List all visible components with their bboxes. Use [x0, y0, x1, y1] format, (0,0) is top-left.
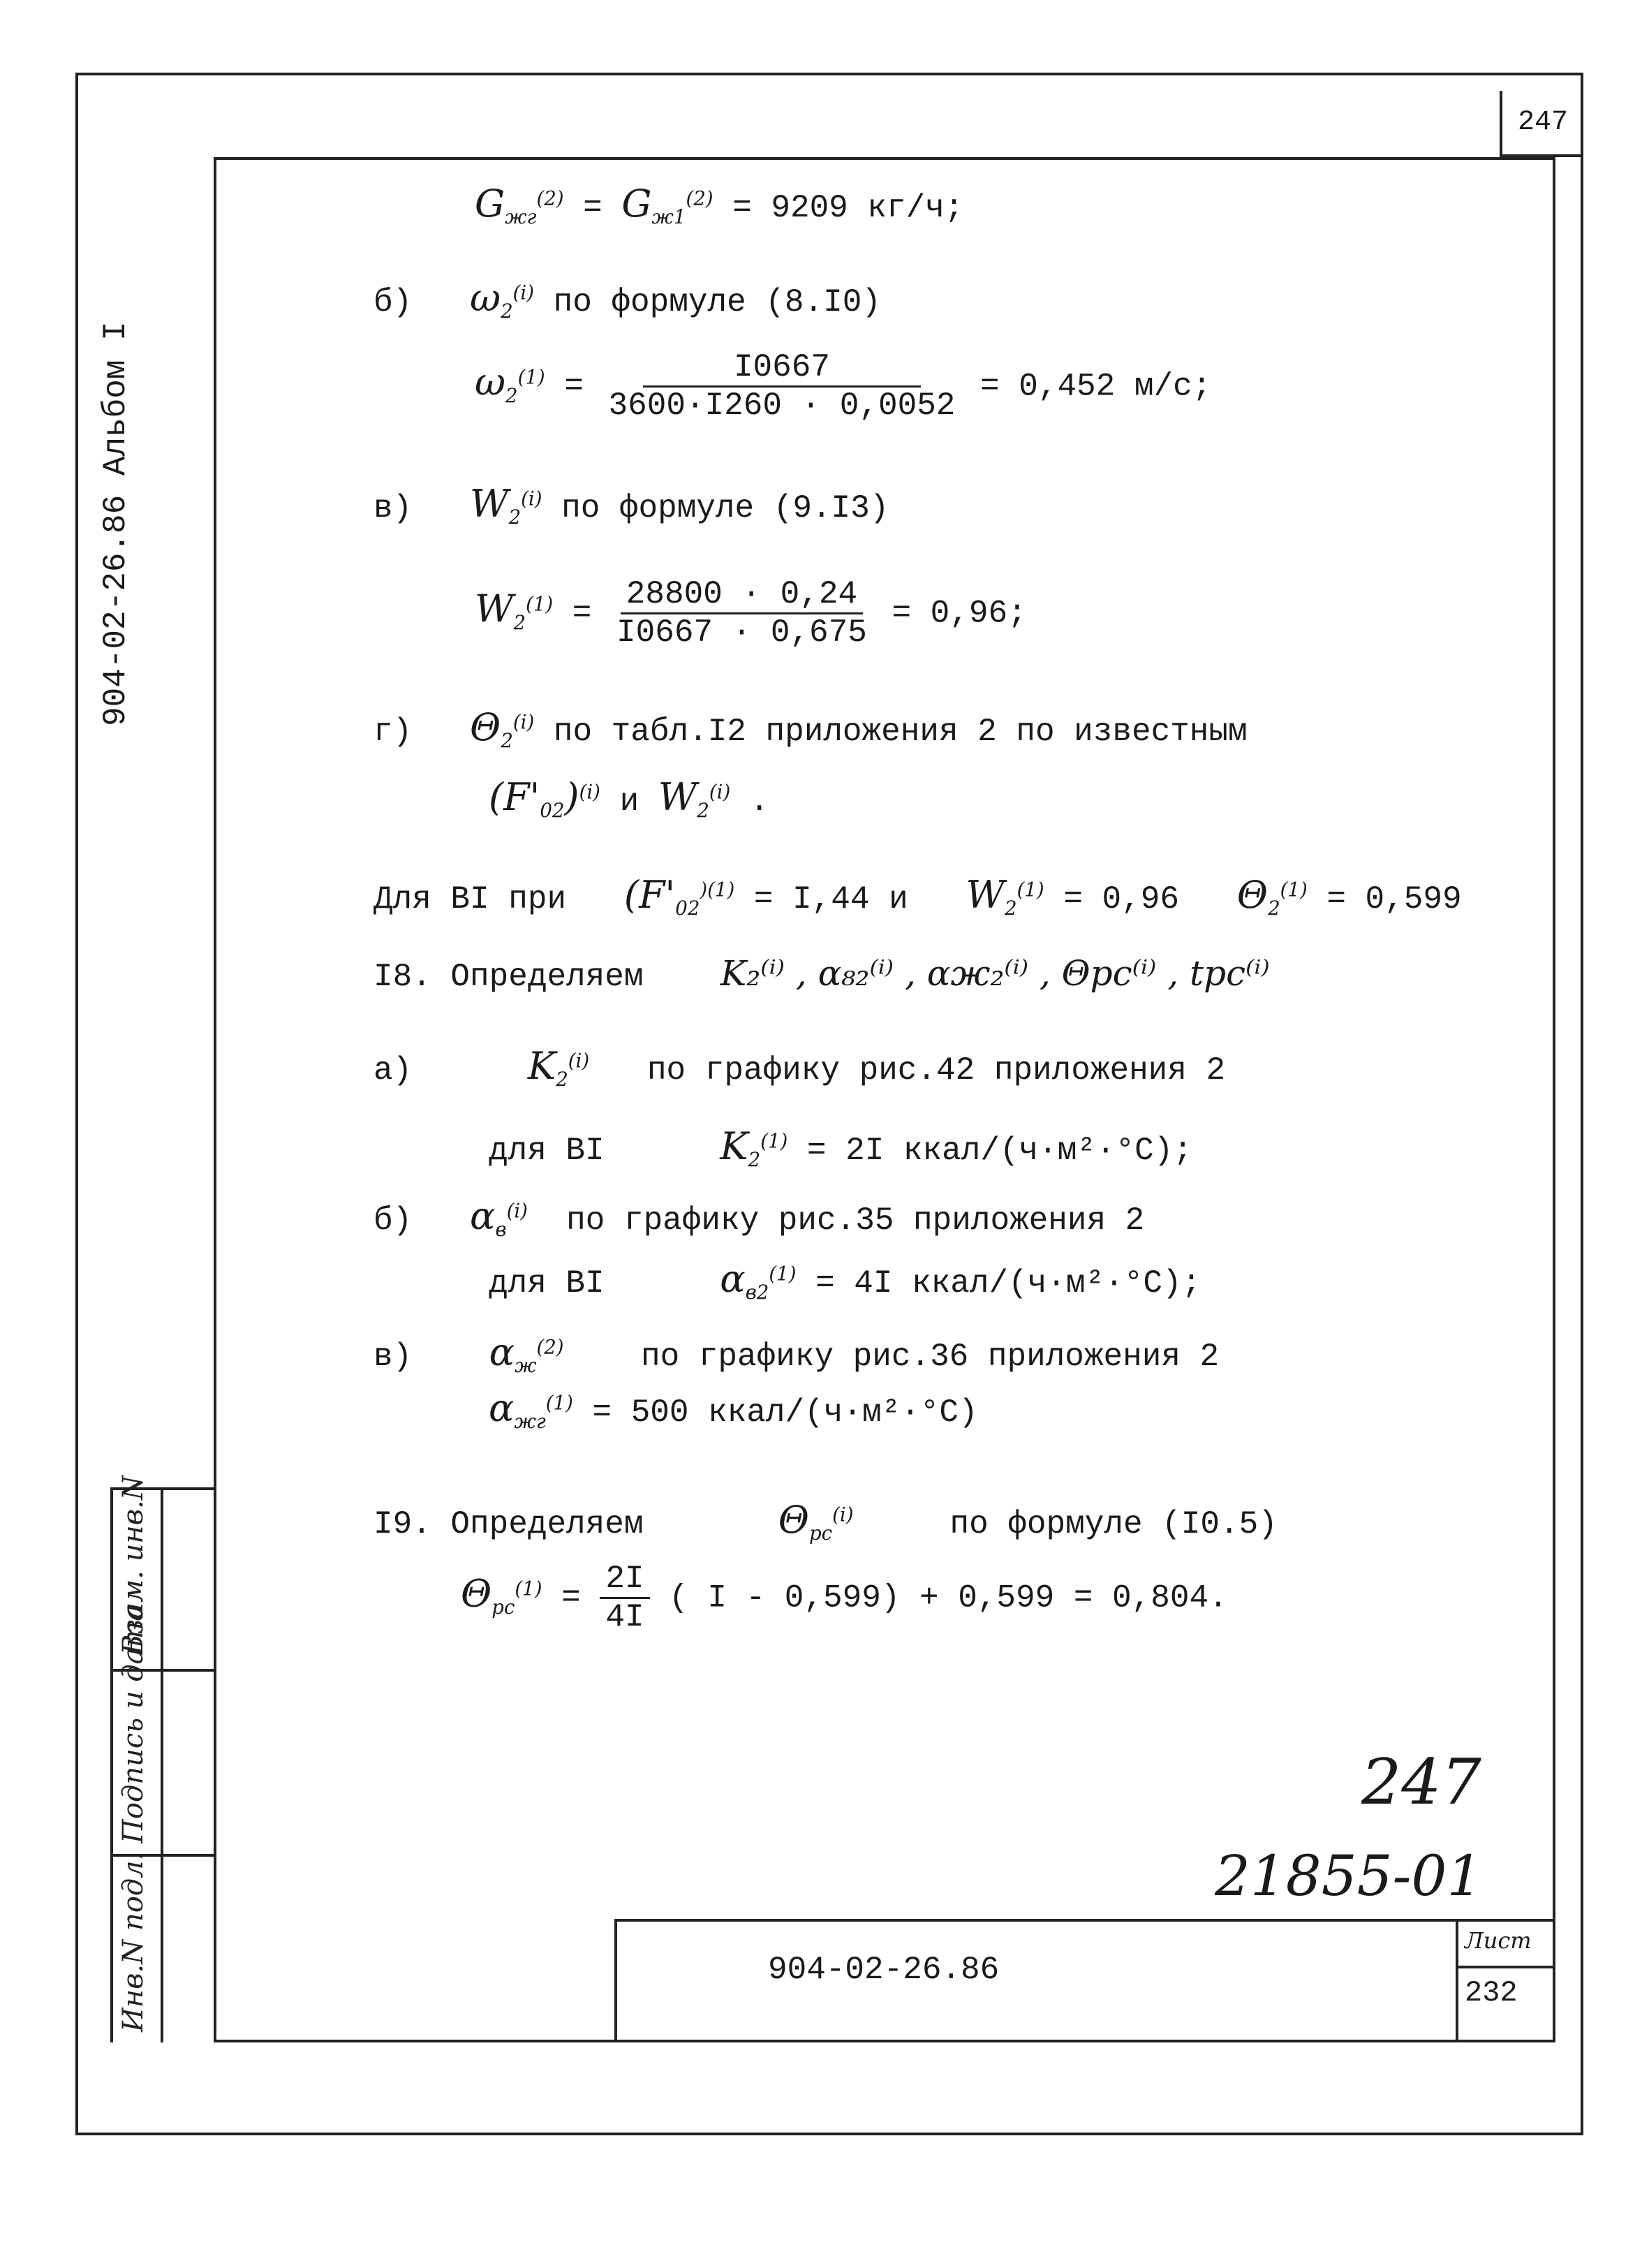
- item-v2-value: $\alpha_{жг}^{(1)} = 500$ ккал/(ч·м²·°C): [489, 1386, 978, 1434]
- section-19: I9. Определяем $\Theta_{pc}^{(i)}$ по формуле (I0.5): [374, 1498, 1278, 1545]
- inner-frame: [214, 157, 1555, 2042]
- item-a-bi: для BI $K_2^{(1)} = 2I$ ккал/(ч·м²·°C);: [489, 1124, 1192, 1172]
- doc-code: 904-02-26.86: [768, 1952, 1000, 1988]
- formula-theta: $\Theta_{pc}^{(1)}$ = $\frac{2I}{4I}$ ( I - 0,599) + 0,599 = 0,804.: [461, 1561, 1228, 1635]
- title-block-divider: [1456, 1919, 1458, 2042]
- item-b: б) $\omega_2^{(i)}$ по формуле (8.I0): [374, 276, 881, 323]
- formula-w: $W_2^{(1)}$ = $\frac{28800 \cdot 0,24}{I0667 \cdot 0,675}$ = 0,96;: [475, 576, 1027, 651]
- item-b2: б) $\alpha_в^{(i)}$ по графику рис.35 приложения 2: [374, 1194, 1145, 1242]
- page-number: 247: [1500, 91, 1583, 157]
- item-v2: в) $\alpha_ж^{(2)}$ по графику рис.36 приложения 2: [374, 1330, 1220, 1378]
- bi-values: Для BI при ($F'_{02}^{)(1)} = I,44$ и $W_2^{(1)} = 0,96$ $\Theta_2^{(1)} = 0,599$: [374, 873, 1462, 920]
- stamp-label-signature: Подпись и дата: [117, 1604, 149, 1843]
- side-title: 904-02-26.86 Альбом I: [98, 321, 134, 726]
- item-g: г) $\Theta_2^{(i)}$ по табл.I2 приложения 2 по известным: [374, 705, 1248, 753]
- handwritten-page-mark: 247: [1361, 1746, 1481, 1819]
- list-number: 232: [1465, 1976, 1518, 2010]
- formula-omega: $\omega_2^{(1)}$ = $\frac{I0667}{3600\cdot I260 \cdot 0,0052}$ = 0,452 м/с;: [475, 349, 1212, 424]
- item-g-vars: $(F'_{02})^{(i)}$ и $W_2^{(i)}$ .: [489, 775, 769, 823]
- outer-frame-bottom: [75, 2133, 1583, 2135]
- item-a: а) $K_2^{(i)}$ по графику рис.42 приложения 2: [374, 1044, 1226, 1091]
- stamp-label-replace: Взам. инв.N: [117, 1475, 149, 1655]
- title-block: [614, 1919, 1555, 2042]
- title-block-hdivider: [1456, 1966, 1555, 1968]
- item-v: в) $W_2^{(i)}$ по формуле (9.I3): [374, 482, 889, 529]
- stamp-divider: [161, 1487, 163, 2042]
- list-label: Лист: [1465, 1927, 1532, 1954]
- handwritten-inventory-number: 21855-01: [1215, 1843, 1483, 1908]
- line-gzh: $G_{жг}^{(2)} = G_{ж1}^{(2)} = 9209$ кг/ч;: [475, 182, 964, 229]
- stamp-label-inventory: Инв.N подл.: [117, 1851, 149, 2032]
- section-18: I8. Определяем K₂⁽ⁱ⁾ , α₈₂⁽ⁱ⁾ , αж₂⁽ⁱ⁾ , Θpc⁽ⁱ⁾ , tpc⁽ⁱ⁾: [374, 953, 1270, 995]
- item-b2-bi: для BI $\alpha_{в2}^{(1)} = 4I$ ккал/(ч·м²·°C);: [489, 1257, 1201, 1304]
